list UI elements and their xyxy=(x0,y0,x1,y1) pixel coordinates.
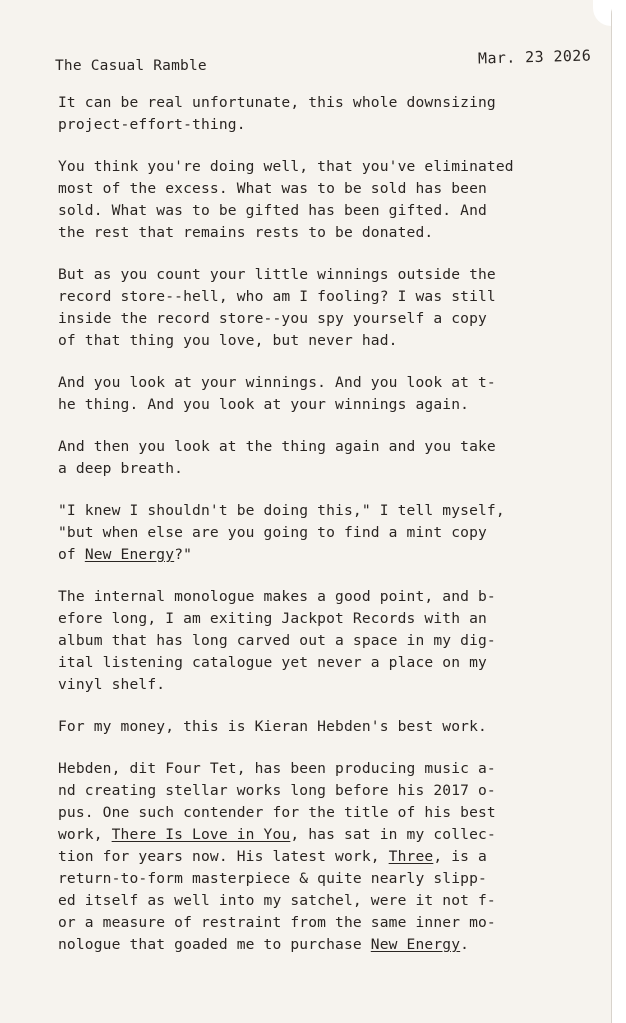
text-segment: sold. What was to be gifted has been gifted. And xyxy=(58,202,487,219)
paragraph xyxy=(58,500,586,566)
text-line xyxy=(58,868,586,890)
text-segment: . xyxy=(460,936,470,953)
text-segment: album that has long carved out a space in my dig- xyxy=(58,632,496,649)
album-title: New Energy xyxy=(370,936,461,953)
text-line xyxy=(58,178,586,200)
text-segment: You think you're doing well, that you've eliminated xyxy=(58,158,514,175)
text-segment: nologue that goaded me to purchase xyxy=(58,936,371,953)
text-line xyxy=(58,308,586,330)
page-date: Mar. 23 2026 xyxy=(477,46,592,68)
album-title: New Energy xyxy=(84,546,175,563)
text-segment: work, xyxy=(58,826,112,843)
text-line xyxy=(58,544,586,566)
text-line xyxy=(58,608,586,630)
text-line xyxy=(58,716,586,738)
paragraph xyxy=(58,92,586,136)
text-segment: ed itself as well into my satchel, were it not f- xyxy=(58,892,496,909)
text-segment: of that thing you love, but never had. xyxy=(58,332,398,349)
paragraph xyxy=(58,716,586,738)
text-line xyxy=(58,758,586,780)
text-line xyxy=(58,824,586,846)
text-line xyxy=(58,264,586,286)
text-segment: he thing. And you look at your winnings again. xyxy=(58,396,470,413)
text-segment: efore long, I am exiting Jackpot Records with an xyxy=(58,610,487,627)
page-corner xyxy=(593,0,611,26)
text-segment: ital listening catalogue yet never a place on my xyxy=(58,654,487,671)
paragraph xyxy=(58,436,586,480)
paragraph xyxy=(58,264,586,352)
text-line xyxy=(58,372,586,394)
text-segment: or a measure of restraint from the same inner mo- xyxy=(58,914,496,931)
text-line xyxy=(58,780,586,802)
page-header xyxy=(55,48,595,78)
text-segment: a deep breath. xyxy=(58,460,184,477)
album-title: Three xyxy=(388,848,434,865)
text-segment: project-effort-thing. xyxy=(58,116,246,133)
text-segment: , has sat in my collec- xyxy=(290,826,496,843)
text-line xyxy=(58,458,586,480)
text-line xyxy=(58,802,586,824)
text-segment: Hebden, dit Four Tet, has been producing music a- xyxy=(58,760,496,777)
text-line xyxy=(58,652,586,674)
text-line xyxy=(58,846,586,868)
text-segment: The internal monologue makes a good point, and b- xyxy=(58,588,496,605)
text-line xyxy=(58,586,586,608)
text-line xyxy=(58,114,586,136)
text-line xyxy=(58,92,586,114)
article-body xyxy=(58,92,586,976)
text-line xyxy=(58,222,586,244)
text-line xyxy=(58,330,586,352)
text-segment: record store--hell, who am I fooling? I was still xyxy=(58,288,496,305)
paragraph xyxy=(58,758,586,956)
text-segment: "but when else are you going to find a mint copy xyxy=(58,524,487,541)
text-segment: For my money, this is Kieran Hebden's best work. xyxy=(58,718,487,735)
page-title: The Casual Ramble xyxy=(55,58,207,74)
text-segment: ?" xyxy=(174,546,193,563)
album-title: There Is Love in You xyxy=(111,826,291,843)
text-line xyxy=(58,436,586,458)
text-line xyxy=(58,500,586,522)
text-segment: the rest that remains rests to be donated. xyxy=(58,224,434,241)
text-segment: And then you look at the thing again and you take xyxy=(58,438,496,455)
text-line xyxy=(58,156,586,178)
text-segment: nd creating stellar works long before his 2017 o- xyxy=(58,782,496,799)
text-line xyxy=(58,630,586,652)
text-line xyxy=(58,674,586,696)
paragraph xyxy=(58,586,586,696)
paragraph xyxy=(58,156,586,244)
text-segment: But as you count your little winnings outside the xyxy=(58,266,496,283)
text-segment: It can be real unfortunate, this whole downsizing xyxy=(58,94,496,111)
text-segment: of xyxy=(58,546,85,563)
text-segment: most of the excess. What was to be sold has been xyxy=(58,180,487,197)
text-line xyxy=(58,200,586,222)
text-line xyxy=(58,286,586,308)
text-segment: And you look at your winnings. And you look at t- xyxy=(58,374,496,391)
text-line xyxy=(58,912,586,934)
text-line xyxy=(58,522,586,544)
text-segment: vinyl shelf. xyxy=(58,676,166,693)
text-segment: inside the record store--you spy yourself a copy xyxy=(58,310,487,327)
paragraph xyxy=(58,372,586,416)
text-segment: , is a xyxy=(433,848,487,865)
text-line xyxy=(58,394,586,416)
text-segment: tion for years now. His latest work, xyxy=(58,848,389,865)
text-segment: "I knew I shouldn't be doing this," I tell myself, xyxy=(58,502,505,519)
text-line xyxy=(58,890,586,912)
text-segment: pus. One such contender for the title of his best xyxy=(58,804,496,821)
text-line xyxy=(58,934,586,956)
text-segment: return-to-form masterpiece & quite nearly slipp- xyxy=(58,870,487,887)
